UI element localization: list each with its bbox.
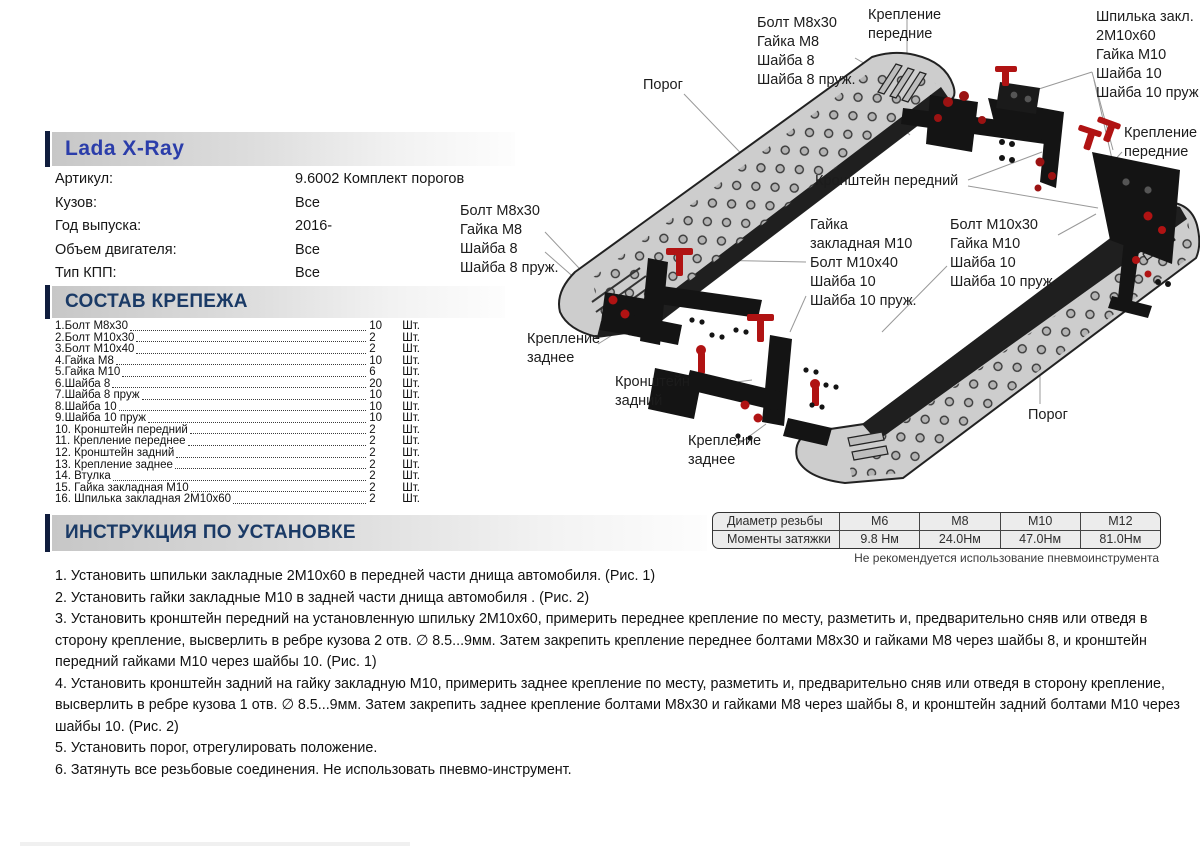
- part-unit: Шт.: [402, 493, 420, 506]
- callout-gaika-zakladnaya: Гайка закладная М10 Болт М10х40 Шайба 10 Шайба 10 пруж.: [810, 217, 917, 309]
- torque-value: 24.0Нм: [920, 531, 1000, 549]
- part-unit: Шт.: [402, 389, 420, 402]
- table-header-row: [713, 513, 1160, 531]
- instruction-step: 6. Затянуть все резьбовые соединения. Не использовать пневмо-инструмент.: [55, 761, 572, 778]
- field-row: [55, 262, 525, 286]
- column-header: М6: [840, 513, 920, 531]
- list-item: [55, 367, 420, 379]
- dot-leader: [119, 410, 367, 411]
- field-label: Кузов:: [55, 194, 97, 211]
- callout-kronshtein-peredniy: Кронштейн передний: [815, 173, 959, 189]
- part-unit: Шт.: [402, 377, 420, 390]
- torque-value: 81.0Нм: [1099, 532, 1142, 547]
- part-name: 4.Гайка М8: [55, 354, 114, 367]
- callout-kreplenie-perednie-right: Крепление передние: [1124, 125, 1198, 160]
- part-unit: Шт.: [402, 447, 420, 460]
- list-item: [55, 321, 420, 333]
- field-row: [55, 215, 525, 239]
- part-qty: 10: [369, 400, 383, 413]
- dot-leader: [176, 457, 366, 458]
- column-header: М12: [1081, 513, 1160, 531]
- field-label: Артикул:: [55, 171, 114, 187]
- torque-value: 47.0Нм: [1001, 531, 1081, 549]
- dot-leader: [112, 387, 366, 388]
- part-unit: Шт.: [402, 343, 420, 356]
- dot-leader: [142, 399, 367, 400]
- part-name: 7.Шайба 8 пруж: [55, 389, 140, 402]
- part-unit: Шт.: [402, 320, 420, 332]
- callout-kreplenie-perednie-top: Крепление передние: [868, 7, 942, 42]
- dot-leader: [233, 503, 366, 504]
- part-qty: 10: [369, 412, 383, 425]
- field-value: 2016-: [295, 218, 333, 234]
- part-qty: 10: [369, 354, 383, 367]
- vehicle-fields: [55, 168, 525, 286]
- part-qty: 2: [369, 447, 376, 460]
- part-qty: 2: [369, 423, 376, 436]
- part-qty: 20: [369, 377, 383, 390]
- part-qty: 10: [369, 389, 383, 402]
- part-qty: 2: [369, 481, 376, 494]
- callout-kreplenie-zadnee-left: Крепление заднее: [527, 331, 601, 366]
- instruction-step: 5. Установить порог, отрегулировать положение.: [55, 740, 378, 756]
- field-value: 9.6002 Комплект порогов: [295, 171, 465, 187]
- title-accent-bar: [45, 131, 50, 167]
- part-name: 11. Крепление переднее: [55, 435, 186, 448]
- field-value: Все: [295, 265, 320, 281]
- part-unit: Шт.: [402, 423, 420, 436]
- part-name: 8.Шайба 10: [55, 400, 117, 413]
- instruction-step: 4. Установить кронштейн задний на гайку закладную М10, примерить заднее крепление по месту, разметить и, предварительно сняв или отведя в сторону крепление, высверлить в ребре кузова 1 отв. ∅ 8.5...9мм. Затем закрепить заднее крепление болтами М8х30 и гайками М8 через шайбы 8, и кронштейн задний болтами М10 через шайбы 10. (Рис. 2): [55, 675, 1180, 735]
- part-qty: 6: [369, 366, 376, 379]
- callout-shpilka-zakladnaya: Шпилька закл. 2М10х60 Гайка М10 Шайба 10 Шайба 10 пруж: [1096, 9, 1199, 101]
- dot-leader: [136, 341, 366, 342]
- part-qty: 10: [369, 320, 383, 332]
- list-item: [55, 471, 420, 483]
- field-label: Объем двигателя:: [55, 241, 177, 258]
- part-qty: 2: [369, 331, 376, 344]
- field-value: Все: [295, 194, 320, 211]
- dot-leader: [116, 364, 366, 365]
- part-name: 3.Болт М10х40: [55, 343, 135, 356]
- dot-leader: [130, 330, 366, 331]
- callout-bolt-m8-front: Болт М8х30 Гайка М8 Шайба 8 Шайба 8 пруж.: [757, 15, 856, 88]
- dot-leader: [113, 480, 367, 481]
- instruction-step: 3. Установить кронштейн передний на установленную шпильку 2М10х60, примерить переднее крепление по месту, разметить и, предварительно сняв или отведя в сторону крепление, высверлить в ребре кузова 2 отв. ∅ 8.5...9мм. Затем закрепить крепление переднее болтами М8х30 и гайками М8 через шайбы 8, и кронштейн передний гайками М10 через шайбы 10. (Рис. 1): [55, 611, 1148, 670]
- fasteners-heading-band: [52, 286, 505, 318]
- part-qty: 2: [369, 470, 376, 483]
- fasteners-list: [55, 321, 420, 506]
- callout-porog-right: Порог: [1028, 407, 1068, 423]
- torque-table-note: Не рекомендуется использование пневмоинструмента: [854, 551, 1159, 565]
- instructions-heading-band: [52, 515, 707, 551]
- model-title-band: [52, 132, 515, 166]
- instruction-steps: [55, 566, 1195, 781]
- fasteners-accent-bar: [45, 285, 50, 319]
- fasteners-heading: СОСТАВ КРЕПЕЖА: [65, 291, 248, 312]
- callout-porog-left: Порог: [643, 77, 683, 93]
- dot-leader: [122, 376, 366, 377]
- instructions-accent-bar: [45, 514, 50, 552]
- part-qty: 2: [369, 435, 376, 448]
- part-name: 14. Втулка: [55, 470, 111, 483]
- row-label: Моменты затяжки: [713, 531, 840, 549]
- dot-leader: [175, 468, 366, 469]
- instruction-step: 2. Установить гайки закладные М10 в задней части днища автомобиля . (Рис. 2): [55, 589, 590, 606]
- part-unit: Шт.: [402, 435, 420, 448]
- field-value: Все: [295, 241, 320, 258]
- instructions-heading: ИНСТРУКЦИЯ ПО УСТАНОВКЕ: [65, 522, 356, 543]
- part-name: 16. Шпилька закладная 2М10х60: [55, 493, 232, 506]
- column-header: Диаметр резьбы: [713, 513, 840, 531]
- part-qty: 2: [369, 493, 376, 506]
- part-name: 5.Гайка М10: [55, 366, 121, 379]
- part-qty: 2: [369, 458, 376, 471]
- callout-bolt-m10x30: Болт М10х30 Гайка М10 Шайба 10 Шайба 10 пруж: [950, 217, 1053, 290]
- part-unit: Шт.: [402, 470, 420, 483]
- instruction-step: 1. Установить шпильки закладные 2М10х60 в передней части днища автомобиля. (Рис. 1): [55, 568, 656, 584]
- part-name: 12. Кронштейн задний: [55, 447, 175, 460]
- torque-value: 9.8 Нм: [840, 531, 920, 549]
- table-row: [713, 531, 1160, 549]
- column-header: М8: [920, 513, 1000, 531]
- column-header: М10: [1001, 513, 1081, 531]
- footer-divider: [20, 842, 410, 846]
- dot-leader: [188, 445, 367, 446]
- field-row: [55, 239, 525, 263]
- part-unit: Шт.: [402, 412, 420, 425]
- part-name: 1.Болт М8х30: [55, 320, 128, 332]
- field-label: Тип КПП:: [55, 265, 117, 281]
- field-row: [55, 192, 525, 216]
- callout-kronshtein-zadniy: Кронштейн задний: [615, 374, 690, 409]
- list-item: [55, 494, 420, 506]
- page-title: Lada X-Ray: [65, 137, 185, 160]
- dot-leader: [191, 491, 367, 492]
- part-unit: Шт.: [402, 331, 420, 344]
- part-unit: Шт.: [402, 400, 420, 413]
- part-name: 10. Кронштейн передний: [55, 423, 188, 436]
- part-qty: 2: [369, 343, 376, 356]
- list-item: [55, 448, 420, 460]
- part-name: 9.Шайба 10 пруж: [55, 412, 146, 425]
- callout-bolt-m8-rear: Болт М8х30 Гайка М8 Шайба 8 Шайба 8 пруж.: [460, 203, 559, 276]
- part-name: 15. Гайка закладная М10: [55, 481, 189, 494]
- part-unit: Шт.: [402, 458, 420, 471]
- part-unit: Шт.: [402, 354, 420, 367]
- field-label: Год выпуска:: [55, 218, 142, 234]
- part-name: 2.Болт М10х30: [55, 331, 135, 344]
- part-name: 13. Крепление заднее: [55, 458, 173, 471]
- dot-leader: [136, 353, 366, 354]
- part-name: 6.Шайба 8: [55, 377, 111, 390]
- torque-table: [712, 512, 1161, 549]
- field-row: [55, 168, 525, 192]
- callout-kreplenie-zadnee-bottom: Крепление заднее: [688, 433, 762, 468]
- part-unit: Шт.: [402, 366, 420, 379]
- part-unit: Шт.: [402, 481, 420, 494]
- dot-leader: [148, 422, 366, 423]
- list-item: [55, 344, 420, 356]
- dot-leader: [190, 433, 366, 434]
